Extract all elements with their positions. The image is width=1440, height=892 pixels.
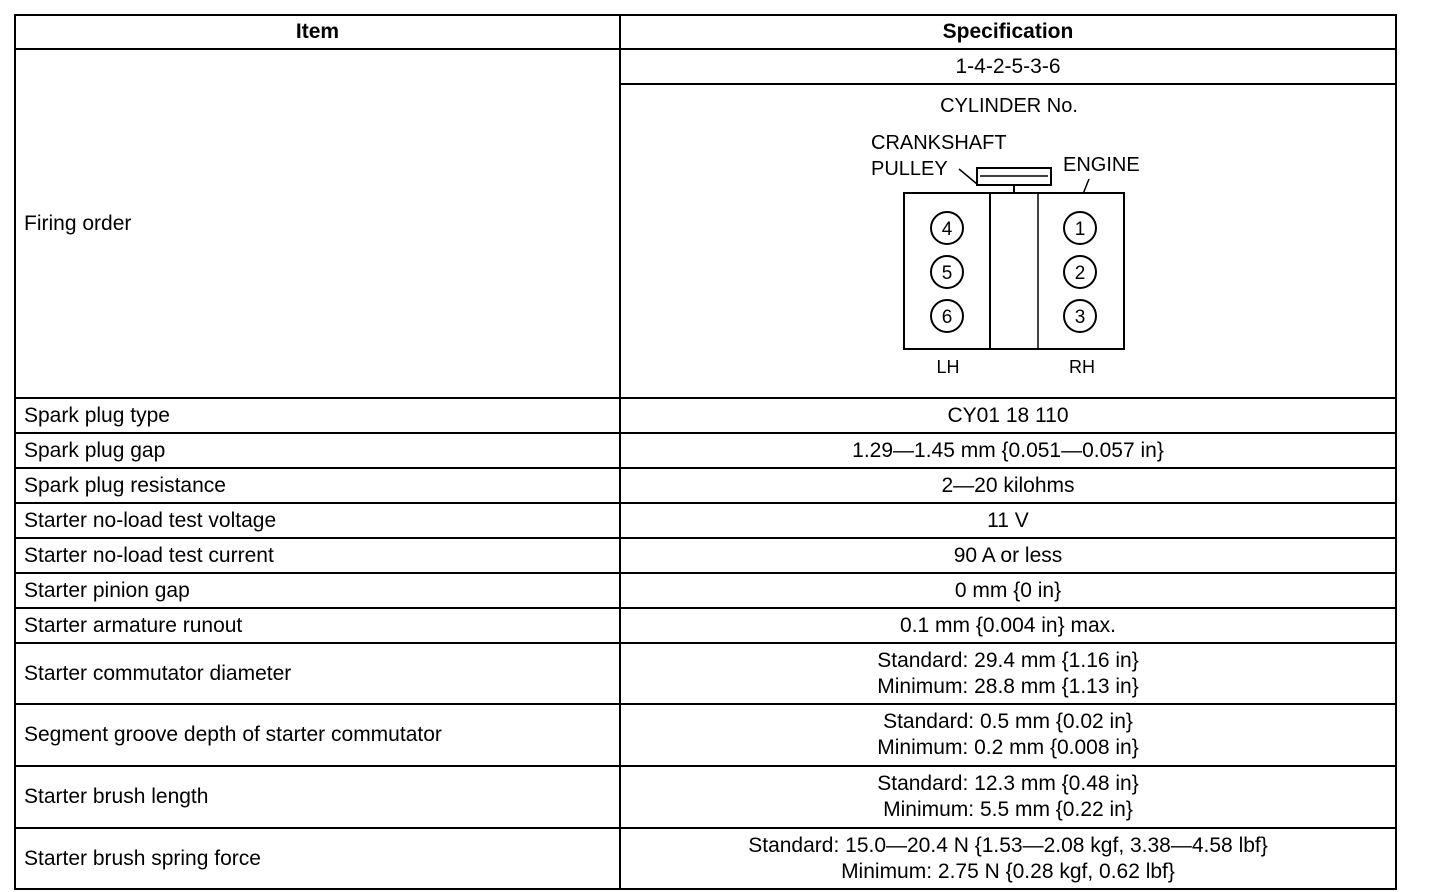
spark-plug-gap-value: 1.29—1.45 mm {0.051—0.057 in} (620, 433, 1396, 468)
table-row (15, 704, 1396, 766)
standard-value: Standard: 12.3 mm {0.48 in} (877, 772, 1139, 795)
spark-plug-gap-label: Spark plug gap (15, 433, 620, 468)
table-row (15, 828, 1396, 889)
standard-value: Standard: 15.0—20.4 N {1.53—2.08 kgf, 3.38—4.58 lbf} (748, 833, 1268, 857)
segment-groove-depth-value (620, 704, 1396, 766)
standard-value: Standard: 0.5 mm {0.02 in} (883, 710, 1133, 733)
header-row (15, 15, 1396, 49)
starter-pinion-gap-value: 0 mm {0 in} (620, 573, 1396, 608)
spark-plug-resistance-label: Spark plug resistance (15, 468, 620, 503)
starter-brush-spring-force-label: Starter brush spring force (15, 828, 620, 889)
cylinder-3-number: 3 (1074, 307, 1086, 328)
starter-brush-length-value (620, 766, 1396, 828)
item-column-header: Item (15, 15, 620, 49)
spark-plug-type-value: CY01 18 110 (620, 398, 1396, 433)
cylinder-1-number: 1 (1074, 219, 1086, 240)
spark-plug-type-label: Spark plug type (15, 398, 620, 433)
table-row (15, 503, 1396, 538)
segment-groove-depth-label: Segment groove depth of starter commutator (15, 704, 620, 766)
pulley-leader-line (959, 169, 977, 184)
starter-test-current-label: Starter no-load test current (15, 538, 620, 573)
cylinder-number-title: CYLINDER No. (940, 95, 1078, 117)
firing-order-value: 1-4-2-5-3-6 (620, 49, 1396, 84)
crankshaft-label: CRANKSHAFT (871, 132, 1007, 154)
starter-brush-spring-force-value (620, 828, 1396, 889)
table-row (15, 398, 1396, 433)
specification-column-header: Specification (620, 15, 1396, 49)
cylinder-4-number: 4 (941, 219, 953, 240)
cylinder-5-number: 5 (941, 263, 953, 284)
minimum-value: Minimum: 5.5 mm {0.22 in} (883, 798, 1133, 821)
minimum-value: Minimum: 2.75 N {0.28 kgf, 0.62 lbf} (841, 859, 1175, 883)
starter-brush-length-label: Starter brush length (15, 766, 620, 828)
table-row (15, 766, 1396, 828)
starter-test-current-value: 90 A or less (620, 538, 1396, 573)
minimum-value: Minimum: 28.8 mm {1.13 in} (877, 674, 1139, 698)
starter-commutator-diameter-value (620, 643, 1396, 704)
table-row (15, 643, 1396, 704)
lh-label: LH (936, 357, 960, 377)
rh-label: RH (1069, 357, 1095, 377)
minimum-value: Minimum: 0.2 mm {0.008 in} (877, 736, 1139, 759)
table-row (15, 538, 1396, 573)
spark-plug-resistance-value: 2—20 kilohms (620, 468, 1396, 503)
starter-commutator-diameter-label: Starter commutator diameter (15, 643, 620, 704)
starter-armature-runout-value: 0.1 mm {0.004 in} max. (620, 608, 1396, 643)
cylinder-diagram-cell (620, 84, 1396, 398)
table-row (15, 49, 1396, 84)
pulley-label: PULLEY (871, 158, 948, 180)
cylinder-diagram (621, 85, 1397, 390)
standard-value: Standard: 29.4 mm {1.16 in} (877, 648, 1139, 672)
cylinder-6-number: 6 (941, 307, 953, 328)
table-row (15, 433, 1396, 468)
table-row (15, 573, 1396, 608)
firing-order-label: Firing order (15, 49, 620, 398)
cylinder-2-number: 2 (1074, 263, 1086, 284)
specification-table (14, 14, 1397, 890)
starter-pinion-gap-label: Starter pinion gap (15, 573, 620, 608)
starter-test-voltage-value: 11 V (620, 503, 1396, 538)
starter-test-voltage-label: Starter no-load test voltage (15, 503, 620, 538)
starter-armature-runout-label: Starter armature runout (15, 608, 620, 643)
table-row (15, 468, 1396, 503)
table-row (15, 608, 1396, 643)
engine-label: ENGINE (1063, 154, 1140, 176)
